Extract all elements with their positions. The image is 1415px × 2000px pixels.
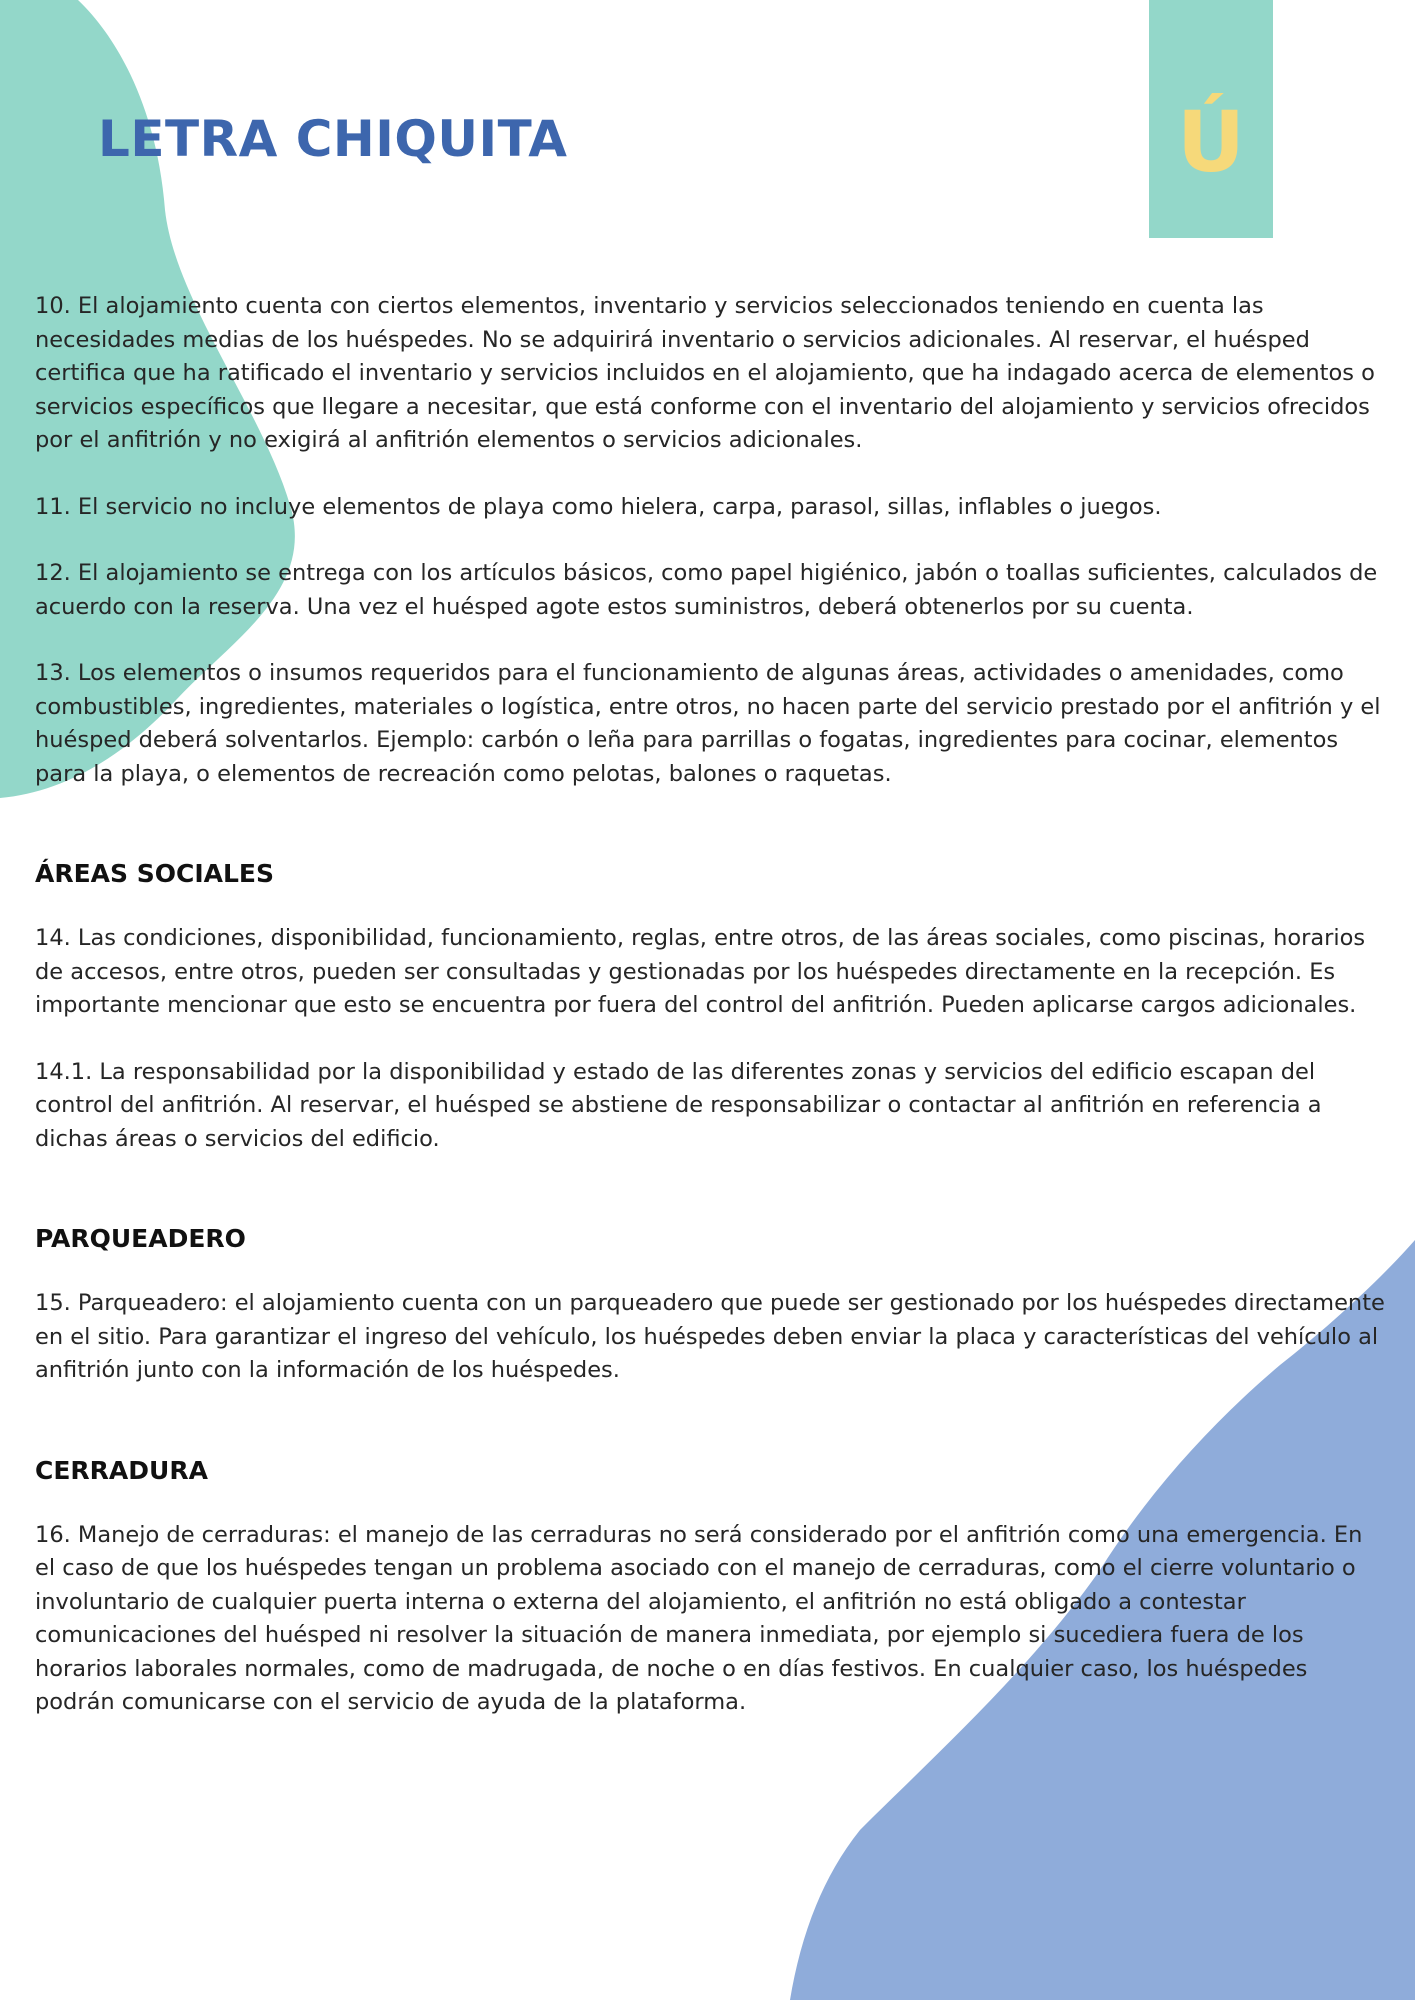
page-title: LETRA CHIQUITA — [98, 110, 568, 168]
heading-areas-sociales: ÁREAS SOCIALES — [35, 859, 275, 888]
heading-parqueadero: PARQUEADERO — [35, 1224, 246, 1253]
clause-14: 14. Las condiciones, disponibilidad, funcionamiento, reglas, entre otros, de las áreas sociales, como piscinas, horarios de accesos, entre otros, pueden ser consultadas y gestionadas por los huéspedes directamente en la recepción. Es importante mencionar que esto se encuentra por fuera del control del anfitrión. Pueden aplicarse cargos adicionales. — [35, 925, 1366, 1018]
clause-11: 11. El servicio no incluye elementos de playa como hielera, carpa, parasol, sillas, inflables o juegos. — [35, 493, 1162, 520]
letter-badge — [1149, 0, 1273, 238]
clause-15: 15. Parqueadero: el alojamiento cuenta con un parqueadero que puede ser gestionado por los huéspedes directamente en el sitio. Para garantizar el ingreso del vehículo, los huéspedes deben enviar la placa y características del vehículo al anfitrión junto con la información de los huéspedes. — [35, 1290, 1385, 1383]
heading-cerradura: CERRADURA — [35, 1455, 208, 1485]
clause-13: 13. Los elementos o insumos requeridos para el funcionamiento de algunas áreas, actividades o amenidades, como combustibles, ingredientes, materiales o logística, entre otros, no hacen parte del servicio prestado por el anfitrión y el huésped deberá solventarlos. Ejemplo: carbón o leña para parrillas o fogatas, ingredientes para cocinar, elementos para la playa, o elementos de recreación como pelotas, balones o raquetas. — [35, 660, 1381, 787]
clause-16: 16. Manejo de cerraduras: el manejo de las cerraduras no será considerado por el anfitrión como una emergencia. En el caso de que los huéspedes tengan un problema asociado con el manejo de cerraduras, como el cierre voluntario o involuntario de cualquier puerta interna o externa del alojamiento, el anfitrión no está obligado a contestar comunicaciones del huésped ni resolver la situación de manera inmediata, por ejemplo si sucediera fuera de los horarios laborales normales, como de madrugada, de noche o en días festivos. En cualquier caso, los huéspedes podrán comunicarse con el servicio de ayuda de la plataforma. — [35, 1521, 1363, 1715]
badge-letter: Ú — [1176, 93, 1246, 191]
clause-10: 10. El alojamiento cuenta con ciertos elementos, inventario y servicios seleccionados teniendo en cuenta las necesidades medias de los huéspedes. No se adquirirá inventario o servicios adicionales. Al reservar, el huésped certifica que ha ratificado el inventario y servicios incluidos en el alojamiento, que ha indagado acerca de elementos o servicios específicos que llegare a necesitar, que está conforme con el inventario del alojamiento y servicios ofrecidos por el anfitrión y no exigirá al anfitrión elementos o servicios adicionales. — [35, 293, 1375, 453]
terms-content — [35, 290, 1385, 1720]
clause-14-1: 14.1. La responsabilidad por la disponibilidad y estado de las diferentes zonas y servicios del edificio escapan del control del anfitrión. Al reservar, el huésped se abstiene de responsabilizar o contactar al anfitrión en referencia a dichas áreas o servicios del edificio. — [35, 1058, 1322, 1152]
clause-12: 12. El alojamiento se entrega con los artículos básicos, como papel higiénico, jabón o toallas suficientes, calculados de acuerdo con la reserva. Una vez el huésped agote estos suministros, deberá obtenerlos por su cuenta. — [35, 560, 1378, 620]
